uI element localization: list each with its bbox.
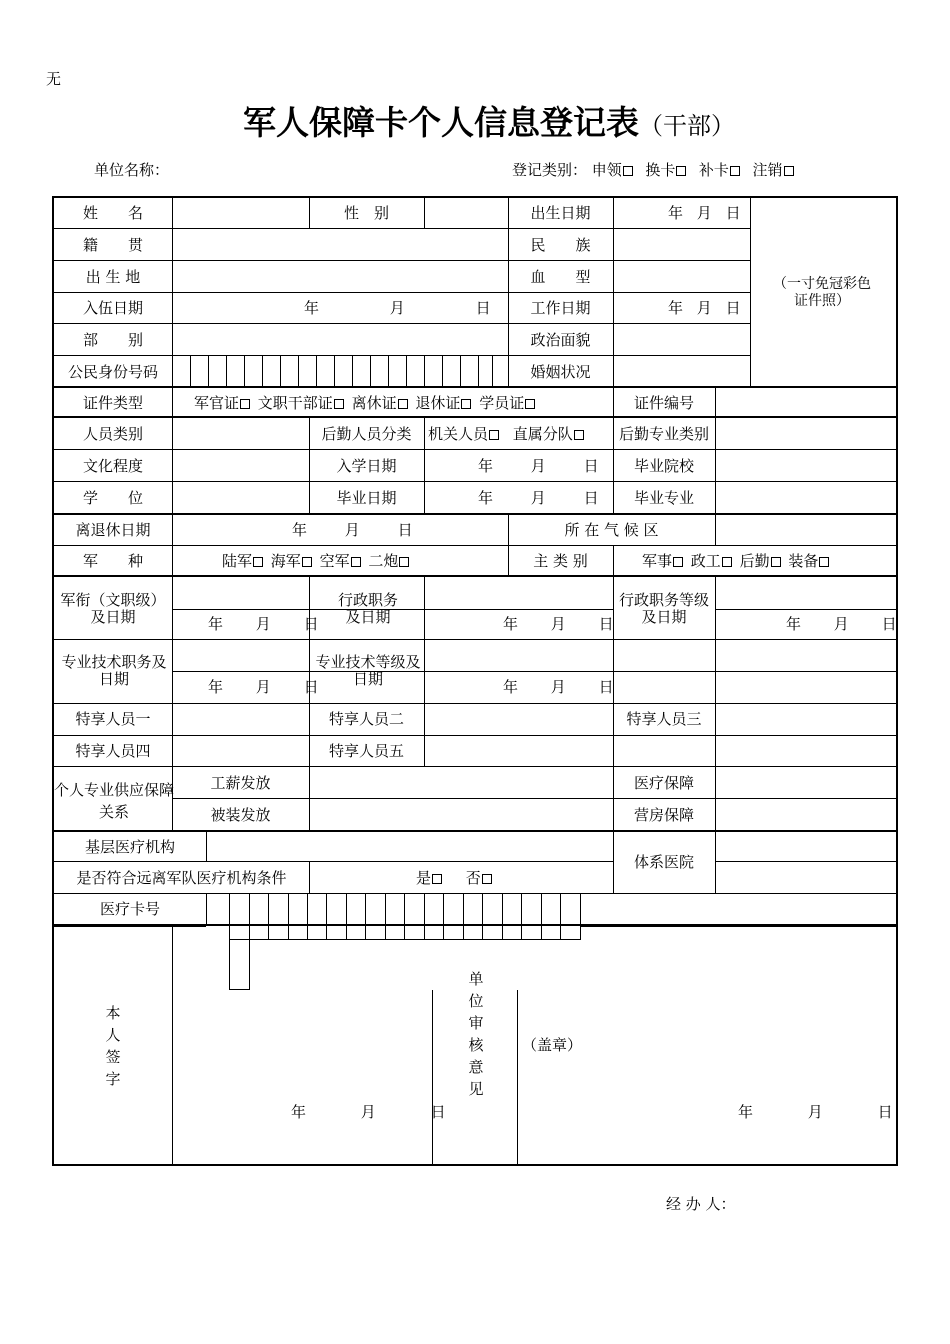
rank-date-field[interactable]: 年 月 日 [208, 615, 319, 633]
grad-date-field[interactable]: 年 月 日 [478, 489, 599, 507]
label-tech-post: 专业技术职务及日期 [61, 653, 167, 688]
checkbox-icon[interactable] [482, 874, 492, 884]
title-main: 军人保障卡个人信息登记表 [243, 103, 639, 142]
reg-type-label: 登记类别： [512, 161, 588, 179]
reg-cancel[interactable]: 注销 [752, 161, 796, 179]
unit-name-label: 单位名称： [94, 161, 170, 179]
label-rank: 军衔（文职级）及日期 [60, 591, 166, 626]
label-clothing: 被装发放 [210, 806, 271, 824]
unit-review-date[interactable]: 年 月 日 [738, 1103, 893, 1121]
checkbox-icon[interactable] [253, 557, 263, 567]
label-logistics-class: 后勤人员分类 [321, 425, 412, 443]
label-salary: 工薪发放 [210, 774, 271, 792]
label-housing: 营房保障 [633, 806, 694, 824]
registration-type [512, 161, 797, 179]
checkbox-icon[interactable] [302, 557, 312, 567]
label-tech-level: 专业技术等级及日期 [315, 653, 421, 688]
checkbox-icon[interactable] [784, 166, 794, 176]
label-name: 姓 名 [82, 204, 143, 222]
tech-post-date-field[interactable]: 年 月 日 [208, 678, 319, 696]
cert-type-options [194, 394, 538, 412]
cert-lixiu[interactable]: 离休证 [352, 394, 411, 412]
admin-post-date-field[interactable]: 年 月 日 [503, 615, 614, 633]
label-clinic: 基层医疗机构 [84, 838, 175, 856]
cert-officer[interactable]: 军官证 [194, 394, 253, 412]
cert-tuixiu[interactable]: 退休证 [415, 394, 474, 412]
label-admin-post: 行政职务及日期 [337, 591, 398, 626]
label-work-date: 工作日期 [530, 299, 591, 317]
service-airforce[interactable]: 空军 [320, 552, 364, 570]
logistics-office[interactable]: 机关人员 [428, 425, 502, 443]
service-rocket[interactable]: 二炮 [368, 552, 412, 570]
label-hospital: 体系医院 [633, 853, 694, 871]
category-political[interactable]: 政工 [691, 552, 735, 570]
label-major: 毕业专业 [633, 489, 694, 507]
label-med-card: 医疗卡号 [99, 900, 160, 918]
label-id-number: 公民身份号码 [67, 363, 158, 381]
logistics-options [428, 425, 587, 443]
checkbox-icon[interactable] [399, 557, 409, 567]
label-grad-date: 毕业日期 [336, 489, 397, 507]
label-enroll-date: 入学日期 [336, 457, 397, 475]
enlist-date-field[interactable]: 年 月 日 [304, 299, 491, 317]
title-suffix: （干部） [639, 112, 735, 140]
checkbox-icon[interactable] [461, 399, 471, 409]
label-gender: 性 别 [343, 204, 389, 222]
label-special-5: 特享人员五 [328, 742, 404, 760]
label-degree: 学 位 [82, 489, 143, 507]
checkbox-icon[interactable] [771, 557, 781, 567]
label-retire-date: 离退休日期 [75, 521, 151, 539]
checkbox-icon[interactable] [673, 557, 683, 567]
checkbox-icon[interactable] [351, 557, 361, 567]
label-special-3: 特享人员三 [626, 710, 702, 728]
label-birth-date: 出生日期 [530, 204, 591, 222]
category-military[interactable]: 军事 [642, 552, 686, 570]
admin-level-date-field[interactable]: 年 月 日 [786, 615, 897, 633]
enroll-date-field[interactable]: 年 月 日 [478, 457, 599, 475]
work-date-field[interactable]: 年 月 日 [668, 299, 741, 317]
label-supply: 个人专业供应保障关系 [54, 781, 175, 821]
corner-mark: 无 [46, 70, 62, 88]
page-title [243, 97, 735, 144]
label-remote: 是否符合远离军队医疗机构条件 [76, 869, 287, 887]
birth-date-field[interactable]: 年 月 日 [668, 204, 741, 222]
label-unit-review: 单位审核意见 [468, 970, 484, 1098]
label-birthplace: 出 生 地 [85, 268, 141, 286]
cert-civilian[interactable]: 文职干部证 [258, 394, 347, 412]
checkbox-icon[interactable] [574, 430, 584, 440]
category-options [642, 552, 832, 570]
label-admin-level: 行政职务等级及日期 [618, 591, 709, 626]
checkbox-icon[interactable] [525, 399, 535, 409]
label-blood-type: 血 型 [530, 268, 591, 286]
label-main-category: 主 类 别 [533, 552, 588, 570]
checkbox-icon[interactable] [398, 399, 408, 409]
label-special-4: 特享人员四 [75, 742, 151, 760]
checkbox-icon[interactable] [730, 166, 740, 176]
category-equipment[interactable]: 装备 [788, 552, 832, 570]
label-branch: 部 别 [82, 331, 143, 349]
checkbox-icon[interactable] [432, 874, 442, 884]
label-education: 文化程度 [82, 457, 143, 475]
label-special-1: 特享人员一 [75, 710, 151, 728]
checkbox-icon[interactable] [240, 399, 250, 409]
remote-yes[interactable]: 是 [416, 869, 445, 887]
reg-apply[interactable]: 申领 [592, 161, 636, 179]
service-army[interactable]: 陆军 [222, 552, 266, 570]
label-special-2: 特享人员二 [328, 710, 404, 728]
label-marital: 婚姻状况 [530, 363, 591, 381]
checkbox-icon[interactable] [623, 166, 633, 176]
cert-cadet[interactable]: 学员证 [479, 394, 538, 412]
photo-placeholder: （一寸免冠彩色证件照） [773, 276, 871, 309]
checkbox-icon[interactable] [676, 166, 686, 176]
checkbox-icon[interactable] [819, 557, 829, 567]
remote-options [416, 869, 495, 887]
reg-reissue[interactable]: 补卡 [699, 161, 743, 179]
remote-no[interactable]: 否 [466, 869, 495, 887]
label-climate-zone: 所 在 气 候 区 [564, 521, 659, 539]
reg-replace[interactable]: 换卡 [645, 161, 689, 179]
seal-label: （盖章） [522, 1036, 583, 1054]
checkbox-icon[interactable] [489, 430, 499, 440]
service-options [222, 552, 412, 570]
service-navy[interactable]: 海军 [271, 552, 315, 570]
label-service: 军 种 [82, 552, 143, 570]
label-medical: 医疗保障 [633, 774, 694, 792]
checkbox-icon[interactable] [722, 557, 732, 567]
tech-level-date-field[interactable]: 年 月 日 [503, 678, 614, 696]
logistics-unit[interactable]: 直属分队 [513, 425, 587, 443]
label-logistics-major: 后勤专业类别 [618, 425, 709, 443]
retire-date-field[interactable]: 年 月 日 [292, 521, 413, 539]
label-political: 政治面貌 [530, 331, 591, 349]
label-native-place: 籍 贯 [82, 236, 143, 254]
handler-label: 经 办 人： [666, 1195, 736, 1213]
label-self-sign: 本人签字 [105, 1004, 121, 1088]
category-logistics[interactable]: 后勤 [740, 552, 784, 570]
self-sign-date[interactable]: 年 月 日 [291, 1103, 446, 1121]
unit-review-clip [458, 970, 494, 1110]
label-cert-type: 证件类型 [82, 394, 143, 412]
label-cert-no: 证件编号 [633, 394, 694, 412]
label-ethnicity: 民 族 [530, 236, 591, 254]
label-personnel-type: 人员类别 [82, 425, 143, 443]
label-enlist-date: 入伍日期 [82, 299, 143, 317]
checkbox-icon[interactable] [334, 399, 344, 409]
label-school: 毕业院校 [633, 457, 694, 475]
